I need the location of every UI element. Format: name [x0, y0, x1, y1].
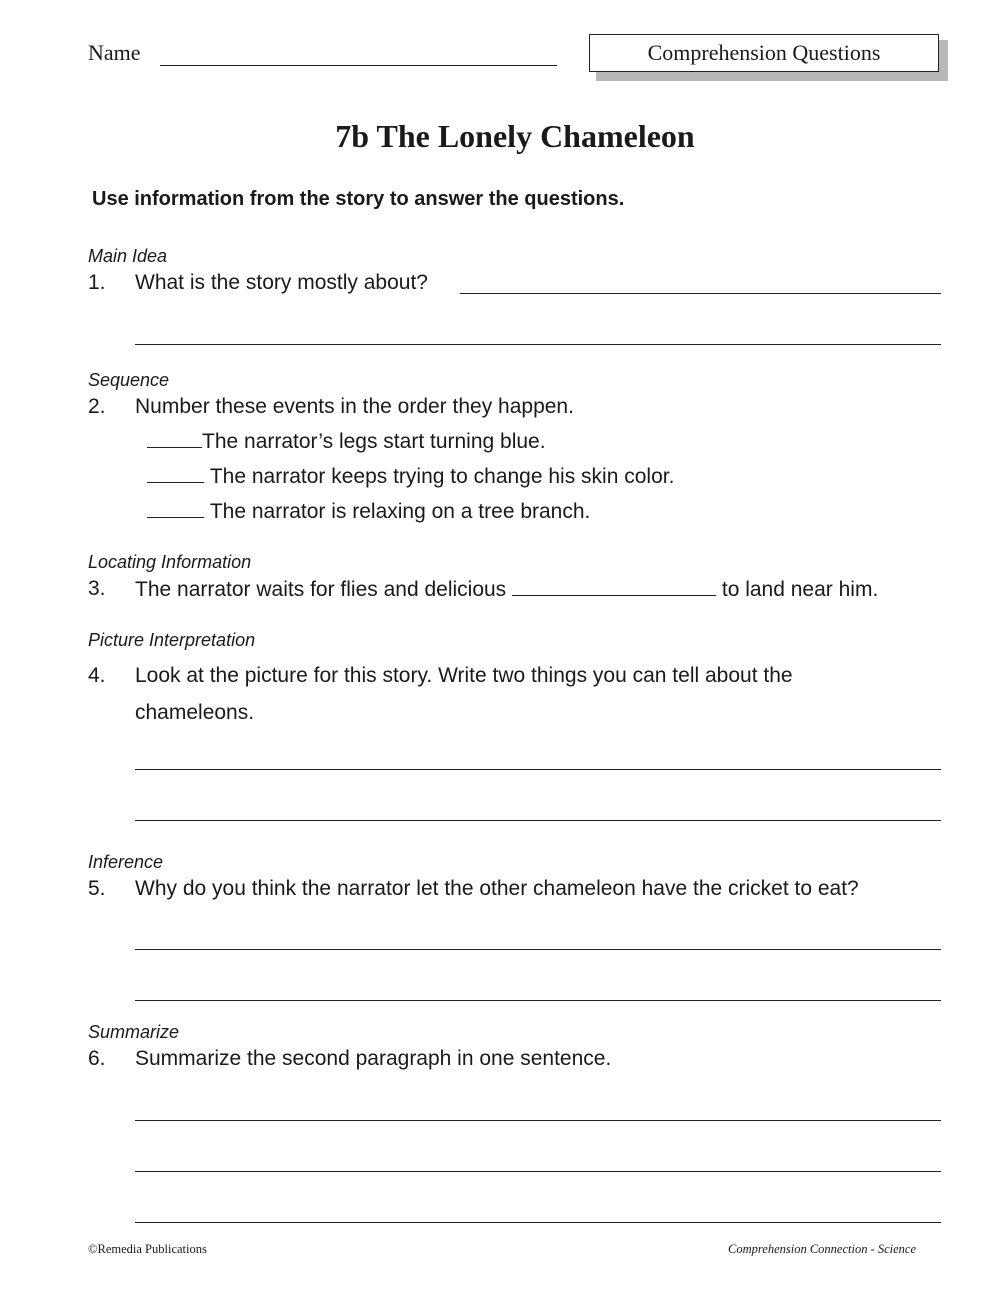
category-picture-interpretation: Picture Interpretation [88, 630, 256, 650]
answer-line-6b[interactable] [135, 1171, 941, 1172]
sequence-blank[interactable] [147, 464, 204, 483]
answer-line-5a[interactable] [135, 949, 941, 950]
question-number-2: 2. [88, 395, 106, 418]
question-number-6: 6. [88, 1047, 106, 1070]
category-summarize: Summarize [88, 1022, 180, 1042]
category-sequence: Sequence [88, 370, 170, 390]
question-text-3 [135, 577, 878, 602]
question-text-3-after: to land near him. [721, 578, 879, 601]
category-main-idea: Main Idea [88, 246, 168, 266]
sequence-item [147, 499, 590, 524]
answer-line-1a[interactable] [460, 293, 941, 294]
sequence-event-text: The narrator keeps trying to change his skin color. [209, 465, 675, 488]
answer-blank-3[interactable] [512, 577, 716, 596]
answer-line-6a[interactable] [135, 1120, 941, 1121]
question-number-5: 5. [88, 877, 106, 900]
sequence-blank[interactable] [147, 499, 204, 518]
answer-line-1b[interactable] [135, 344, 941, 345]
question-number-4: 4. [88, 664, 106, 687]
answer-line-4a[interactable] [135, 769, 941, 770]
question-number-3: 3. [88, 577, 106, 600]
footer-series: Comprehension Connection - Science [728, 1242, 917, 1256]
name-label: Name [88, 40, 141, 65]
question-text-4-line2: chameleons. [135, 701, 255, 724]
page-title: 7b The Lonely Chameleon [335, 118, 695, 154]
name-field[interactable] [160, 65, 557, 66]
question-text-4-line1: Look at the picture for this story. Write two things you can tell about the [135, 664, 793, 687]
question-text-6: Summarize the second paragraph in one sentence. [135, 1047, 612, 1070]
footer-copyright: ©Remedia Publications [88, 1242, 207, 1256]
answer-line-4b[interactable] [135, 820, 941, 821]
category-locating-information: Locating Information [88, 552, 252, 572]
answer-line-6c[interactable] [135, 1222, 941, 1223]
sequence-event-text: The narrator is relaxing on a tree branch. [209, 500, 591, 523]
question-number-1: 1. [88, 271, 106, 294]
question-text-3-before: The narrator waits for flies and delicious [135, 578, 507, 601]
question-text-2: Number these events in the order they happen. [135, 395, 574, 418]
sequence-item [147, 464, 674, 489]
question-text-1: What is the story mostly about? [135, 271, 428, 294]
answer-line-5b[interactable] [135, 1000, 941, 1001]
question-text-5: Why do you think the narrator let the other chameleon have the cricket to eat? [135, 877, 859, 900]
category-inference: Inference [88, 852, 164, 872]
sequence-blank[interactable] [147, 429, 202, 448]
sequence-item [147, 429, 546, 454]
sequence-event-text: The narrator’s legs start turning blue. [202, 430, 546, 453]
section-badge: Comprehension Questions [589, 34, 939, 72]
instructions: Use information from the story to answer the questions. [92, 188, 625, 210]
